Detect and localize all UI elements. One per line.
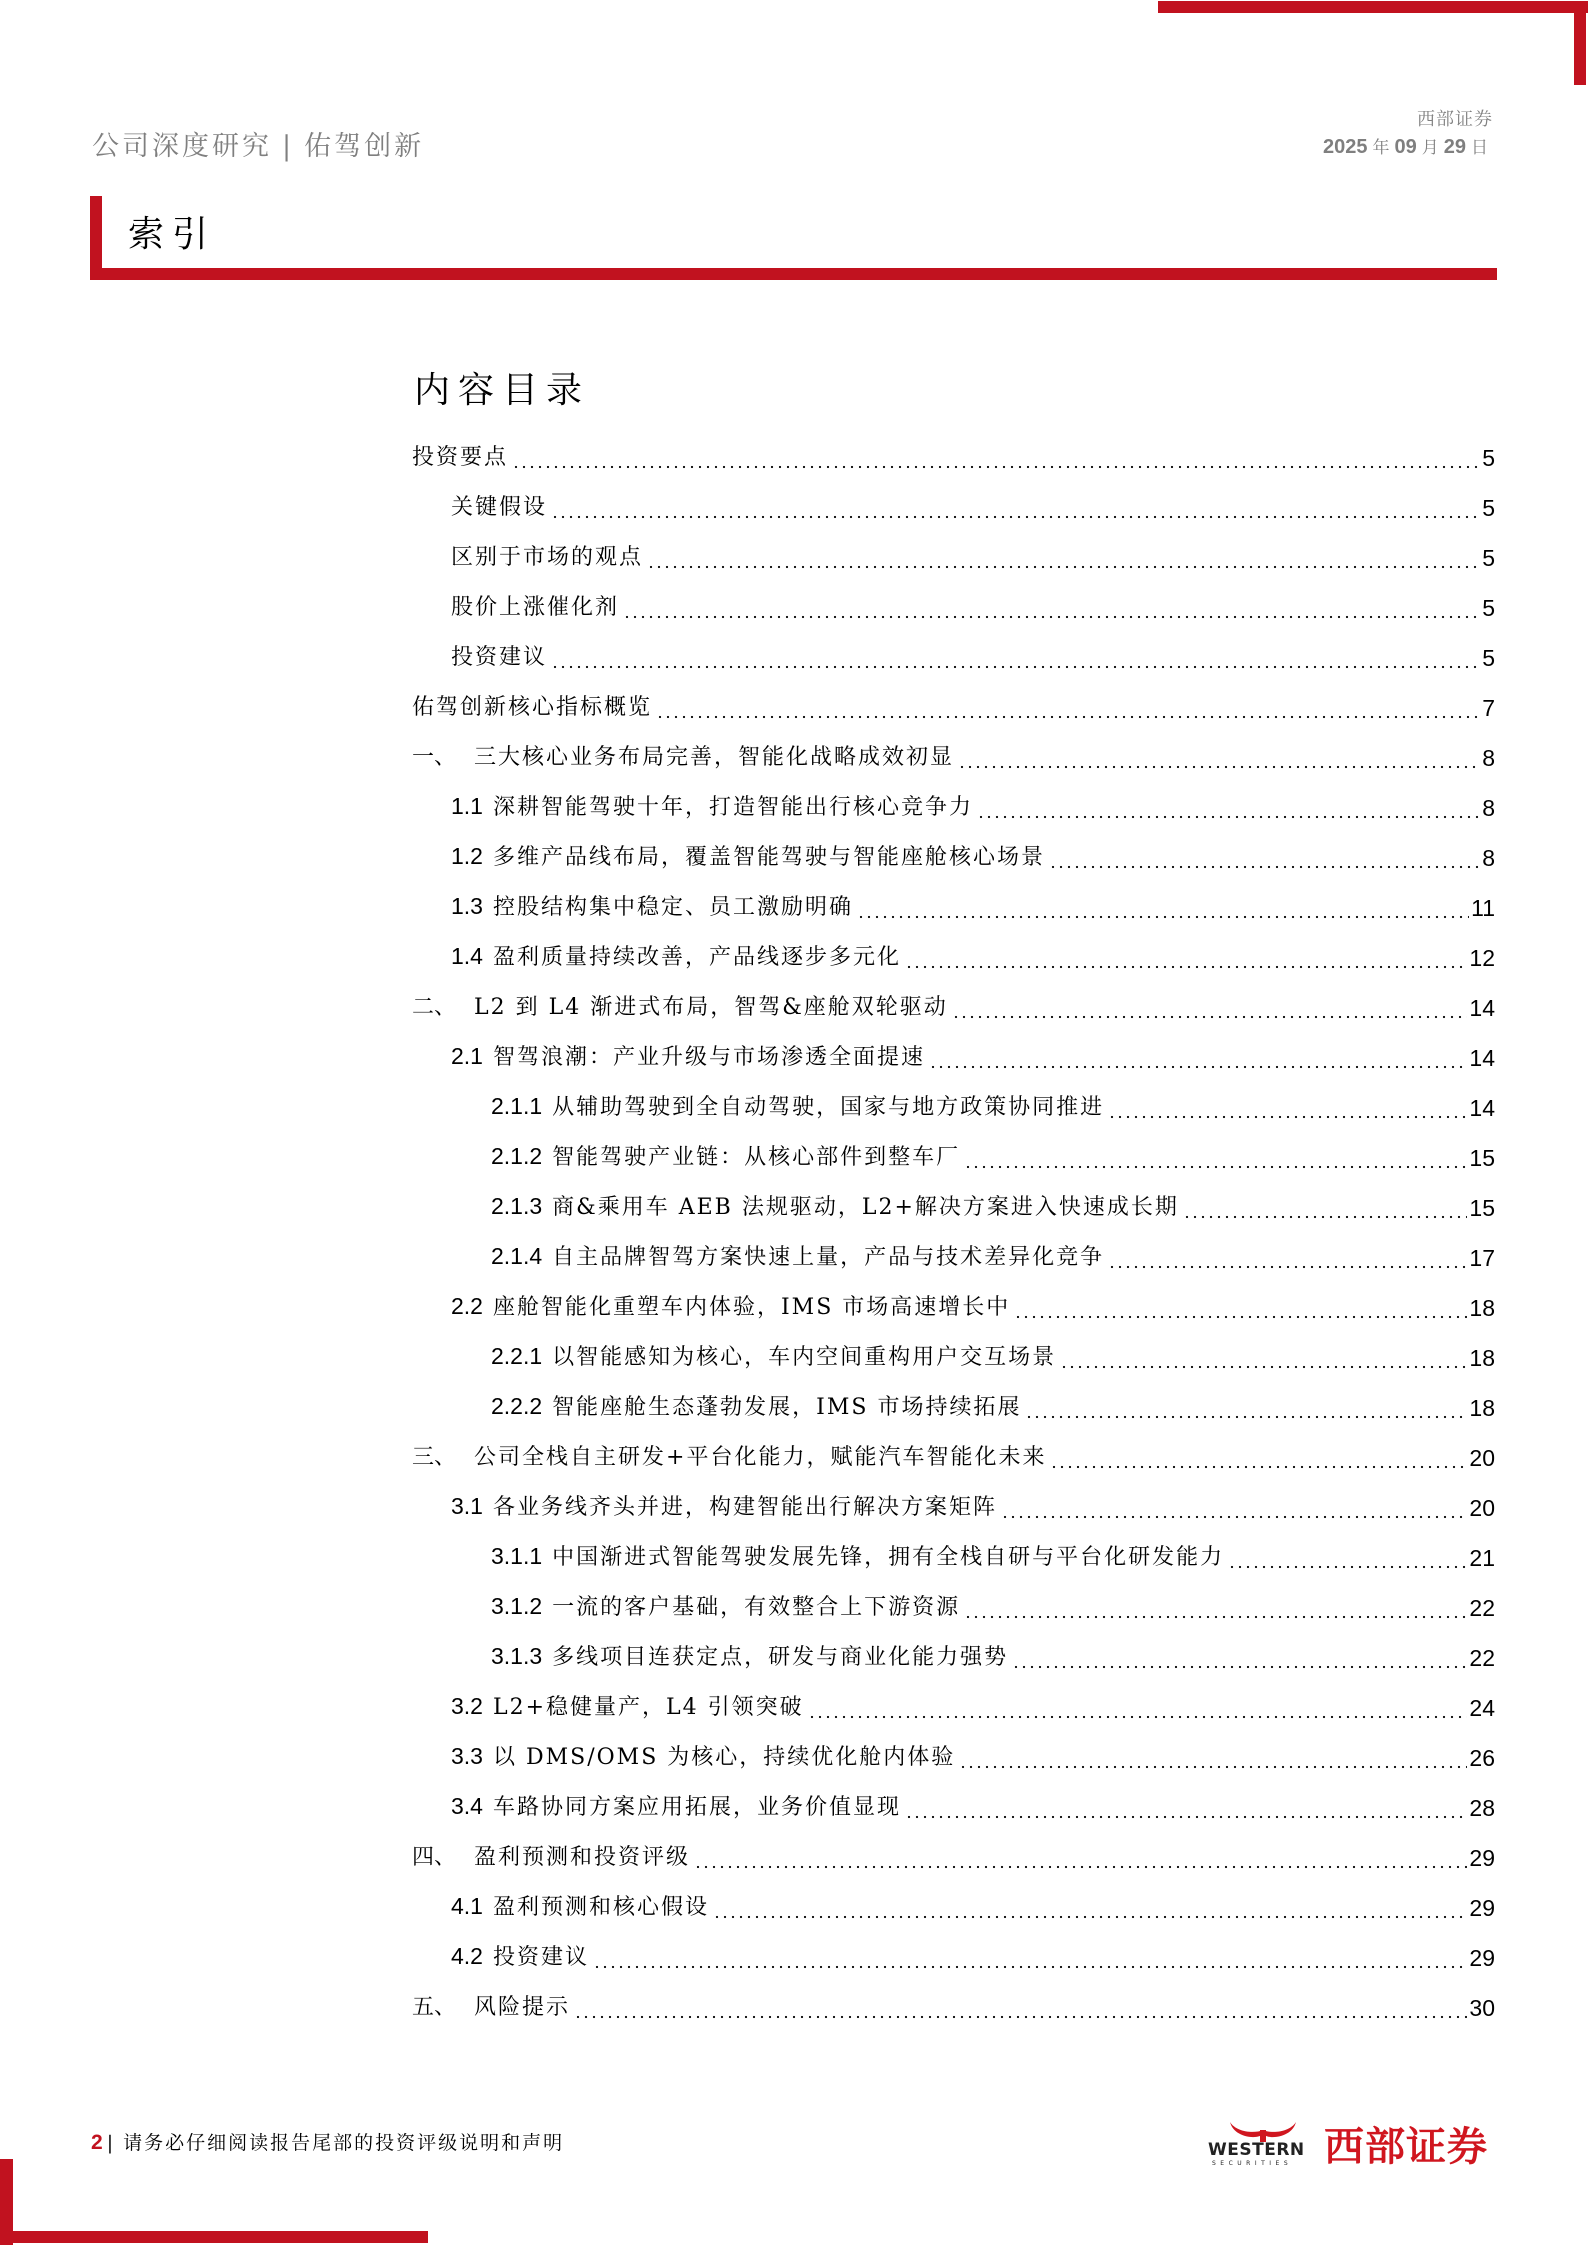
- toc-entry[interactable]: [412, 987, 1495, 1023]
- toc-entry-text: L2+稳健量产，L4 引领突破: [492, 1695, 804, 1720]
- toc-entry-page: 5: [1482, 595, 1495, 621]
- logo-english: WESTERN: [1208, 2140, 1305, 2160]
- toc-entry-label: [491, 1141, 964, 1173]
- toc-entry-page: 29: [1469, 1895, 1495, 1921]
- dot-leader: [1183, 1192, 1468, 1222]
- toc-entry-label: [491, 1541, 1228, 1573]
- toc-entry[interactable]: [451, 1737, 1495, 1773]
- toc-entry-number: 3.1.2: [491, 1593, 543, 1619]
- toc-entry-number: 2.1.1: [491, 1093, 543, 1119]
- dot-leader: [1012, 1642, 1467, 1672]
- toc-entry-number: 四、: [412, 1845, 457, 1870]
- toc-entry-number: 1.4: [451, 943, 483, 969]
- dot-leader: [857, 892, 1469, 922]
- toc-entry-page: 12: [1469, 945, 1495, 971]
- dot-leader: [1025, 1392, 1467, 1422]
- toc-entry-text: 盈利质量持续改善，产品线逐步多元化: [492, 945, 901, 970]
- toc-entry[interactable]: [451, 887, 1495, 923]
- toc-entry[interactable]: [412, 737, 1495, 773]
- dot-leader: [512, 442, 1480, 472]
- toc-entry-number: 3.1: [451, 1493, 483, 1519]
- toc-entry-text: L2 到 L4 渐进式布局，智驾&座舱双轮驱动: [474, 995, 948, 1020]
- toc-entry-label: [491, 1591, 964, 1623]
- toc-entry-number: 2.2: [451, 1293, 483, 1319]
- toc-entry-number: 3.2: [451, 1693, 483, 1719]
- toc-entry-text: 中国渐进式智能驾驶发展先锋，拥有全栈自研与平台化研发能力: [552, 1545, 1225, 1570]
- toc-entry[interactable]: [451, 487, 1495, 523]
- toc-entry-page: 18: [1469, 1345, 1495, 1371]
- section-title: 索引: [128, 214, 217, 255]
- toc-entry-page: 14: [1469, 1045, 1495, 1071]
- toc-entry-text: 多线项目连获定点，研发与商业化能力强势: [552, 1645, 1009, 1670]
- toc-entry-text: 盈利预测和投资评级: [474, 1845, 691, 1870]
- header-right: [1323, 108, 1493, 163]
- toc-entry-number: 4.1: [451, 1893, 483, 1919]
- date-year: 2025: [1323, 136, 1368, 158]
- toc-entry-number: 3.1.1: [491, 1543, 543, 1569]
- toc-entry-page: 15: [1469, 1145, 1495, 1171]
- toc-entry-label: [451, 1891, 713, 1923]
- toc-entry-number: 2.1.3: [491, 1193, 543, 1219]
- toc-entry-number: 二、: [412, 995, 457, 1020]
- toc-entry[interactable]: [451, 1937, 1495, 1973]
- toc-entry-page: 8: [1482, 795, 1495, 821]
- dot-leader: [1108, 1092, 1467, 1122]
- company-name: 佑驾创新: [304, 131, 425, 162]
- toc-entry[interactable]: [412, 1437, 1495, 1473]
- dot-leader: [964, 1592, 1467, 1622]
- toc-entry-number: 五、: [412, 1995, 457, 2020]
- toc-entry-label: [491, 1641, 1012, 1673]
- report-type: 公司深度研究: [92, 131, 272, 162]
- toc-entry-page: 26: [1469, 1745, 1495, 1771]
- toc-entry[interactable]: [491, 1637, 1495, 1673]
- dot-leader: [694, 1842, 1467, 1872]
- bull-horns-icon: [1228, 2120, 1298, 2142]
- toc-entry[interactable]: [451, 1687, 1495, 1723]
- toc-entry-text: 公司全栈自主研发+平台化能力，赋能汽车智能化未来: [474, 1445, 1047, 1470]
- toc-entry-text: 以 DMS/OMS 为核心，持续优化舱内体验: [492, 1745, 956, 1770]
- toc-entry-label: [451, 1041, 929, 1073]
- toc-entry-page: 18: [1469, 1395, 1495, 1421]
- toc-entry-label: [451, 941, 905, 973]
- toc-entry-text: 控股结构集中稳定、员工激励明确: [492, 895, 853, 920]
- toc-entry-page: 8: [1482, 745, 1495, 771]
- dot-leader: [647, 542, 1480, 572]
- dot-leader: [1014, 1292, 1467, 1322]
- toc-entry-text: 三大核心业务布局完善，智能化战略成效初显: [474, 745, 955, 770]
- toc-entry-number: 2.2.2: [491, 1393, 543, 1419]
- toc-entry-text: 各业务线齐头并进，构建智能出行解决方案矩阵: [492, 1495, 997, 1520]
- toc-entry-page: 29: [1469, 1845, 1495, 1871]
- toc-entry-text: 投资要点: [412, 445, 509, 470]
- toc-entry[interactable]: [491, 1187, 1495, 1223]
- dot-leader: [905, 942, 1467, 972]
- dot-leader: [551, 642, 1480, 672]
- toc-entry[interactable]: [451, 587, 1495, 623]
- toc-entry-page: 22: [1469, 1595, 1495, 1621]
- toc-entry-label: [412, 693, 656, 723]
- dot-leader: [964, 1142, 1467, 1172]
- toc-entry-page: 20: [1469, 1495, 1495, 1521]
- toc-entry-label: [451, 543, 647, 573]
- dot-leader: [656, 692, 1480, 722]
- date-day: 29: [1443, 136, 1466, 158]
- toc-entry-text: 一流的客户基础，有效整合上下游资源: [552, 1595, 961, 1620]
- toc-entry-text: 座舱智能化重塑车内体验，IMS 市场高速增长中: [492, 1295, 1011, 1320]
- toc-entry-page: 5: [1482, 545, 1495, 571]
- footer-disclaimer: 请务必仔细阅读报告尾部的投资评级说明和声明: [123, 2132, 565, 2154]
- toc-entry-number: 3.3: [451, 1743, 483, 1769]
- toc-entry-page: 18: [1469, 1295, 1495, 1321]
- toc-entry-label: [491, 1241, 1108, 1273]
- toc-entry-page: 5: [1482, 495, 1495, 521]
- dot-leader: [1060, 1342, 1467, 1372]
- toc-entry[interactable]: [451, 637, 1495, 673]
- toc-entry-label: [451, 1941, 593, 1973]
- toc-entry-text: 投资建议: [492, 1945, 589, 1970]
- toc-entry-number: 1.3: [451, 893, 483, 919]
- toc-entry-text: 关键假设: [451, 495, 548, 520]
- toc-entry-label: [412, 743, 958, 773]
- date-day-unit: 日: [1471, 138, 1488, 158]
- dot-leader: [593, 1942, 1467, 1972]
- toc-entry-text: 股价上涨催化剂: [451, 595, 620, 620]
- dot-leader: [808, 1692, 1468, 1722]
- toc-entry-label: [491, 1391, 1025, 1423]
- toc-entry[interactable]: [451, 1487, 1495, 1523]
- toc-entry[interactable]: [491, 1387, 1495, 1423]
- section-bracket-horizontal: [90, 268, 1497, 280]
- toc-entry[interactable]: [412, 437, 1495, 473]
- toc-entry-text: 深耕智能驾驶十年，打造智能出行核心竞争力: [492, 795, 973, 820]
- toc-entry-text: 佑驾创新核心指标概览: [412, 695, 653, 720]
- dot-leader: [959, 1742, 1467, 1772]
- toc-entry-text: 智能座舱生态蓬勃发展，IMS 市场持续拓展: [552, 1395, 1022, 1420]
- toc-entry-page: 28: [1469, 1795, 1495, 1821]
- dot-leader: [1049, 842, 1480, 872]
- dot-leader: [1050, 1442, 1467, 1472]
- dot-leader: [952, 992, 1468, 1022]
- toc-entry-page: 24: [1469, 1695, 1495, 1721]
- toc-entry-page: 20: [1469, 1445, 1495, 1471]
- dot-leader: [574, 1992, 1467, 2022]
- toc-entry-text: 车路协同方案应用拓展，业务价值显现: [492, 1795, 901, 1820]
- toc-entry-label: [491, 1091, 1108, 1123]
- toc-entry-page: 21: [1469, 1545, 1495, 1571]
- toc-entry-page: 7: [1482, 695, 1495, 721]
- toc-entry-text: 从辅助驾驶到全自动驾驶，国家与地方政策协同推进: [552, 1095, 1105, 1120]
- toc-entry-label: [451, 791, 977, 823]
- toc-entry[interactable]: [451, 537, 1495, 573]
- toc-entry-text: 智能驾驶产业链：从核心部件到整车厂: [552, 1145, 961, 1170]
- toc-entry[interactable]: [412, 1837, 1495, 1873]
- toc-entry-text: 多维产品线布局，覆盖智能驾驶与智能座舱核心场景: [492, 845, 1045, 870]
- toc-entry[interactable]: [451, 837, 1495, 873]
- toc-entry[interactable]: [451, 1887, 1495, 1923]
- toc-entry-label: [451, 1791, 905, 1823]
- toc-entry[interactable]: [491, 1587, 1495, 1623]
- toc-entry[interactable]: [491, 1137, 1495, 1173]
- toc-entry[interactable]: [451, 1037, 1495, 1073]
- toc-entry-page: 5: [1482, 445, 1495, 471]
- dot-leader: [1228, 1542, 1467, 1572]
- toc-entry-label: [451, 493, 551, 523]
- toc-entry-label: [451, 593, 623, 623]
- toc-entry-page: 14: [1469, 1095, 1495, 1121]
- toc-entry-label: [451, 1291, 1014, 1323]
- toc-entry-page: 5: [1482, 645, 1495, 671]
- toc-entry[interactable]: [491, 1237, 1495, 1273]
- toc-entry-page: 11: [1471, 895, 1495, 921]
- report-header: [92, 124, 424, 163]
- toc-entry-number: 三、: [412, 1445, 457, 1470]
- toc-entry-label: [491, 1341, 1060, 1373]
- dot-leader: [623, 592, 1480, 622]
- toc-entry-text: 风险提示: [474, 1995, 571, 2020]
- toc-entry-label: [491, 1191, 1183, 1223]
- header-separator: |: [282, 131, 295, 162]
- dot-leader: [551, 492, 1480, 522]
- toc-entry[interactable]: [412, 687, 1495, 723]
- toc-entry-text: 投资建议: [451, 645, 548, 670]
- toc-entry[interactable]: [451, 1787, 1495, 1823]
- toc-entry-page: 17: [1469, 1245, 1495, 1271]
- toc-entry-label: [451, 1741, 959, 1773]
- toc-entry-page: 14: [1469, 995, 1495, 1021]
- logo-subtitle: SECURITIES: [1212, 2160, 1293, 2167]
- date-month-unit: 月: [1421, 138, 1439, 158]
- logo-chinese: 西部证券: [1324, 2124, 1488, 2170]
- toc-entry-number: 4.2: [451, 1943, 483, 1969]
- toc-entry-number: 1.1: [451, 793, 483, 819]
- toc-entry-text: 智驾浪潮：产业升级与市场渗透全面提速: [492, 1045, 925, 1070]
- toc-entry-page: 15: [1469, 1195, 1495, 1221]
- report-date: [1323, 132, 1493, 163]
- toc-entry-page: 30: [1469, 1995, 1495, 2021]
- footer-note: [91, 2128, 564, 2155]
- toc-entry-text: 盈利预测和核心假设: [492, 1895, 709, 1920]
- toc-entry-page: 22: [1469, 1645, 1495, 1671]
- dot-leader: [958, 742, 1480, 772]
- toc-entry-number: 2.2.1: [491, 1343, 543, 1369]
- dot-leader: [1001, 1492, 1467, 1522]
- dot-leader: [713, 1892, 1467, 1922]
- toc-entry-number: 3.4: [451, 1793, 483, 1819]
- toc-entry-label: [412, 443, 512, 473]
- dot-leader: [1108, 1242, 1467, 1272]
- toc-entry[interactable]: [491, 1337, 1495, 1373]
- toc-entry-number: 2.1.2: [491, 1143, 543, 1169]
- toc-entry[interactable]: [451, 937, 1495, 973]
- top-right-bracket-horizontal: [1158, 1, 1588, 13]
- toc-entry-text: 自主品牌智驾方案快速上量，产品与技术差异化竞争: [552, 1245, 1105, 1270]
- toc-entry-text: 区别于市场的观点: [451, 545, 644, 570]
- western-securities-logo: [1208, 2118, 1498, 2174]
- toc-entry-number: 2.1.4: [491, 1243, 543, 1269]
- dot-leader: [905, 1792, 1467, 1822]
- toc-entry-label: [451, 841, 1049, 873]
- toc-entry-label: [412, 1843, 694, 1873]
- bottom-left-bracket-horizontal: [0, 2231, 428, 2243]
- toc-entry[interactable]: [491, 1537, 1495, 1573]
- dot-leader: [977, 792, 1480, 822]
- toc-entry-text: 以智能感知为核心，车内空间重构用户交互场景: [552, 1345, 1057, 1370]
- toc-entry-label: [412, 1993, 574, 2023]
- toc-entry[interactable]: [412, 1987, 1495, 2023]
- top-right-bracket-vertical: [1574, 1, 1586, 85]
- firm-name: 西部证券: [1417, 109, 1493, 130]
- dot-leader: [929, 1042, 1467, 1072]
- toc-entry[interactable]: [451, 787, 1495, 823]
- footer-page-number: 2: [91, 2131, 103, 2154]
- footer-separator: |: [106, 2132, 116, 2154]
- toc-entry-number: 2.1: [451, 1043, 483, 1069]
- toc-entry-number: 3.1.3: [491, 1643, 543, 1669]
- toc-entry[interactable]: [491, 1087, 1495, 1123]
- toc-entry-number: 一、: [412, 745, 457, 770]
- toc-title: 内容目录: [414, 370, 591, 411]
- toc-entry-label: [451, 1491, 1001, 1523]
- toc-entry-label: [451, 1691, 808, 1723]
- toc-entry-label: [412, 993, 952, 1023]
- toc-entry-text: 商&乘用车 AEB 法规驱动，L2+解决方案进入快速成长期: [552, 1195, 1179, 1220]
- toc-entry-label: [412, 1443, 1050, 1473]
- date-month: 09: [1394, 136, 1417, 158]
- toc-entry-label: [451, 643, 551, 673]
- toc-entry-label: [451, 891, 857, 923]
- toc-entry-page: 29: [1469, 1945, 1495, 1971]
- date-year-unit: 年: [1372, 138, 1390, 158]
- toc-entry[interactable]: [451, 1287, 1495, 1323]
- toc-entry-page: 8: [1482, 845, 1495, 871]
- toc-entry-number: 1.2: [451, 843, 483, 869]
